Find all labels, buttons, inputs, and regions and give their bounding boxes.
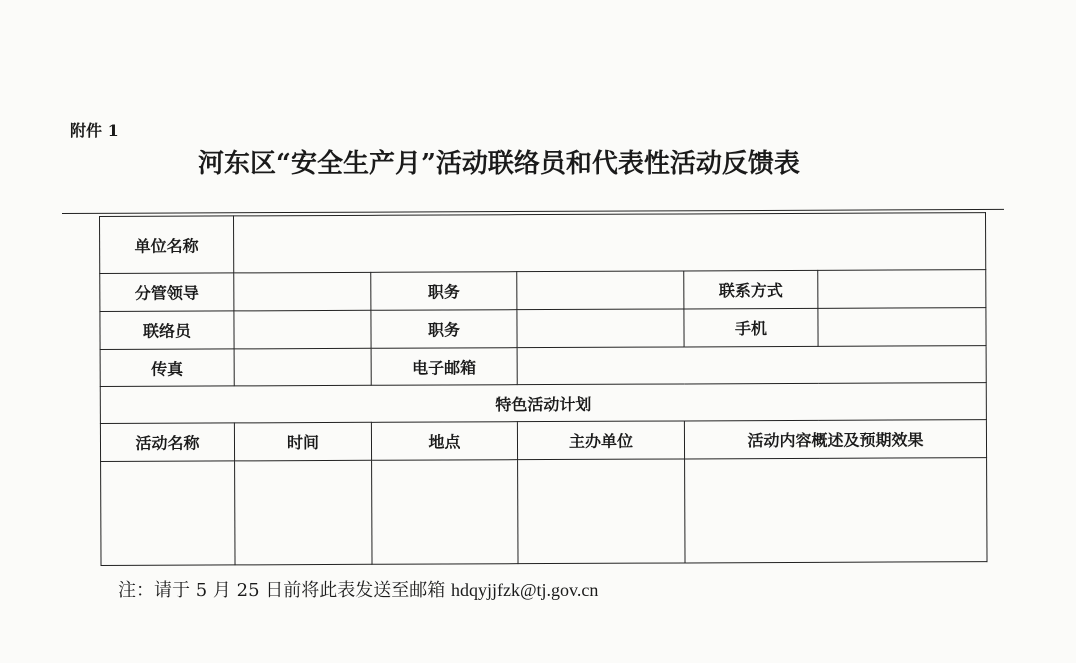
fax-label: 传真 (100, 349, 234, 387)
email-field[interactable] (517, 346, 986, 385)
contact-method-field[interactable] (818, 270, 986, 309)
page-title: 河东区“安全生产月”活动联络员和代表性活动反馈表 (198, 149, 800, 179)
footer-note (118, 576, 598, 602)
mobile-field[interactable] (818, 308, 986, 347)
section-title: 特色活动计划 (100, 383, 986, 424)
unit-name-field[interactable] (234, 213, 986, 273)
leader-label: 分管领导 (100, 273, 234, 312)
column-header: 活动名称 (100, 423, 234, 462)
liaison-label: 联络员 (100, 311, 234, 350)
note-text: 注：请于 5 月 25 日前将此表发送至邮箱 (118, 580, 446, 601)
time-cell[interactable] (235, 460, 372, 565)
attachment-label: 附件 1 (70, 121, 119, 140)
leader-field[interactable] (234, 272, 371, 311)
leader-position-label: 职务 (371, 272, 517, 311)
column-header: 活动内容概述及预期效果 (684, 420, 986, 459)
liaison-position-field[interactable] (517, 309, 684, 348)
liaison-position-label: 职务 (371, 310, 517, 349)
leader-position-field[interactable] (517, 271, 684, 310)
feedback-form (99, 212, 987, 565)
contact-method-label: 联系方式 (684, 270, 818, 309)
column-header: 时间 (234, 422, 371, 461)
organizer-cell[interactable] (518, 459, 685, 564)
column-header: 地点 (371, 422, 517, 461)
email-label: 电子邮箱 (371, 348, 517, 386)
location-cell[interactable] (372, 460, 518, 565)
activity-name-cell[interactable] (101, 461, 235, 566)
mobile-label: 手机 (684, 308, 818, 347)
feedback-table (99, 212, 988, 566)
content-summary-cell[interactable] (685, 458, 988, 563)
column-header: 主办单位 (517, 421, 684, 460)
fax-field[interactable] (234, 348, 371, 386)
liaison-field[interactable] (234, 310, 371, 349)
note-email: hdqyjjfzk@tj.gov.cn (450, 580, 599, 600)
unit-name-label: 单位名称 (100, 216, 234, 274)
